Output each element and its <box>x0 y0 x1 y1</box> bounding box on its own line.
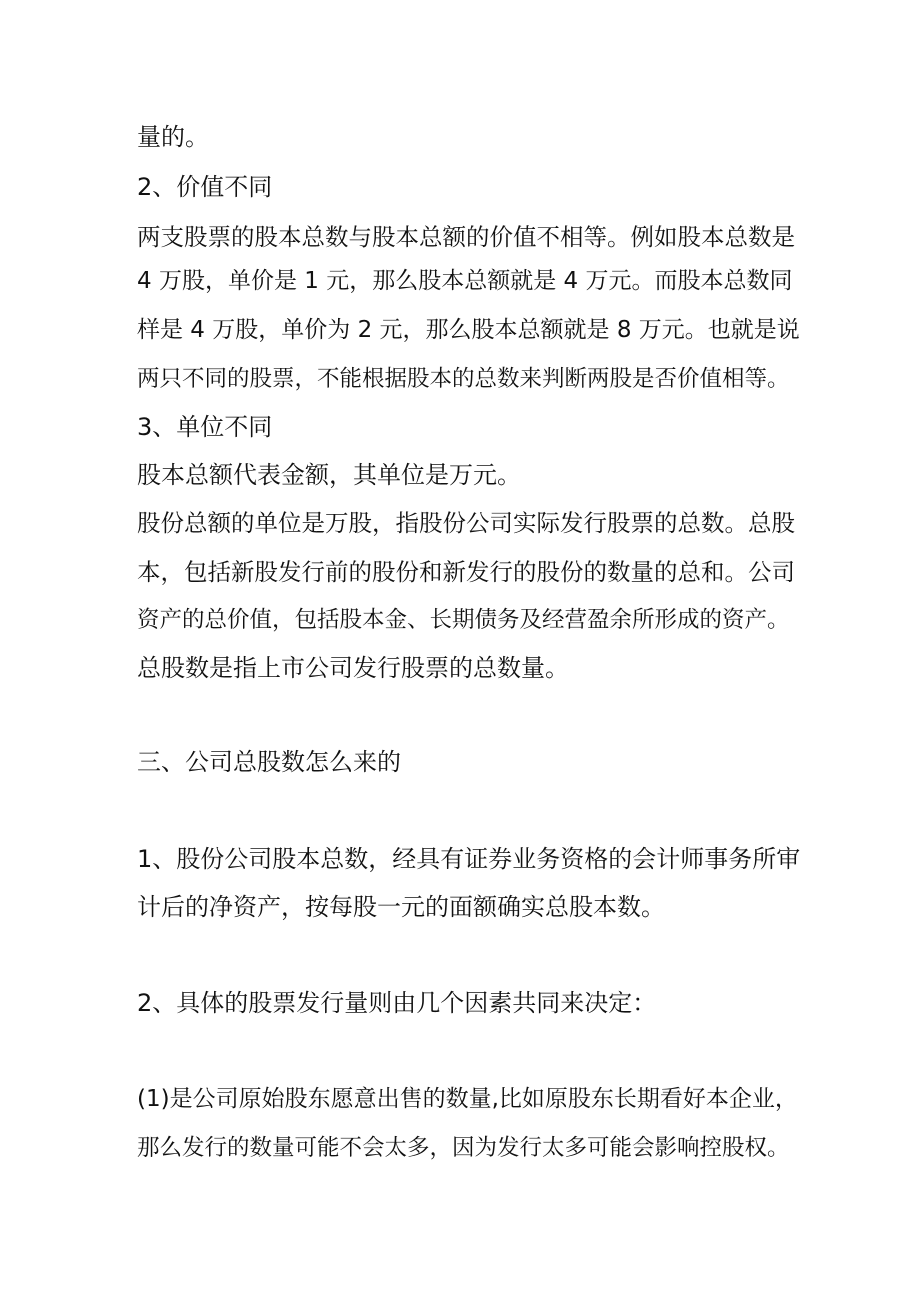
paragraph-line: 两只不同的股票，不能根据股本的总数来判断两股是否价值相等。 <box>137 366 790 392</box>
chapter-heading: 三、公司总股数怎么来的 <box>137 748 401 776</box>
paragraph-line: 4 万股，单价是 1 元，那么股本总额就是 4 万元。而股本总数同 <box>137 268 793 294</box>
paragraph-line: 资产的总价值，包括股本金、长期债务及经营盈余所形成的资产。 <box>137 607 790 633</box>
paragraph-line: 1、股份公司股本总数，经具有证券业务资格的会计师事务所审 <box>137 845 801 873</box>
section-heading: 3、单位不同 <box>137 413 273 441</box>
paragraph-line: 股份总额的单位是万股，指股份公司实际发行股票的总数。总股 <box>137 509 795 537</box>
paragraph-line: 那么发行的数量可能不会太多，因为发行太多可能会影响控股权。 <box>137 1135 790 1161</box>
paragraph-line: 本，包括新股发行前的股份和新发行的股份的数量的总和。公司 <box>137 558 795 586</box>
paragraph-line: 样是 4 万股，单价为 2 元，那么股本总额就是 8 万元。也就是说 <box>137 317 800 343</box>
paragraph-line: 股本总额代表金额，其单位是万元。 <box>137 461 521 489</box>
paragraph-line: 量的。 <box>137 123 209 151</box>
section-heading: 2、价值不同 <box>137 173 273 201</box>
paragraph-line: 总股数是指上市公司发行股票的总数量。 <box>137 654 569 682</box>
paragraph-line: (1)是公司原始股东愿意出售的数量,比如原股东长期看好本企业， <box>137 1086 798 1112</box>
paragraph-line: 计后的净资产，按每股一元的面额确实总股本数。 <box>137 893 665 921</box>
paragraph-line: 两支股票的股本总数与股本总额的价值不相等。例如股本总数是 <box>137 223 795 251</box>
paragraph-line: 2、具体的股票发行量则由几个因素共同来决定： <box>137 989 657 1017</box>
